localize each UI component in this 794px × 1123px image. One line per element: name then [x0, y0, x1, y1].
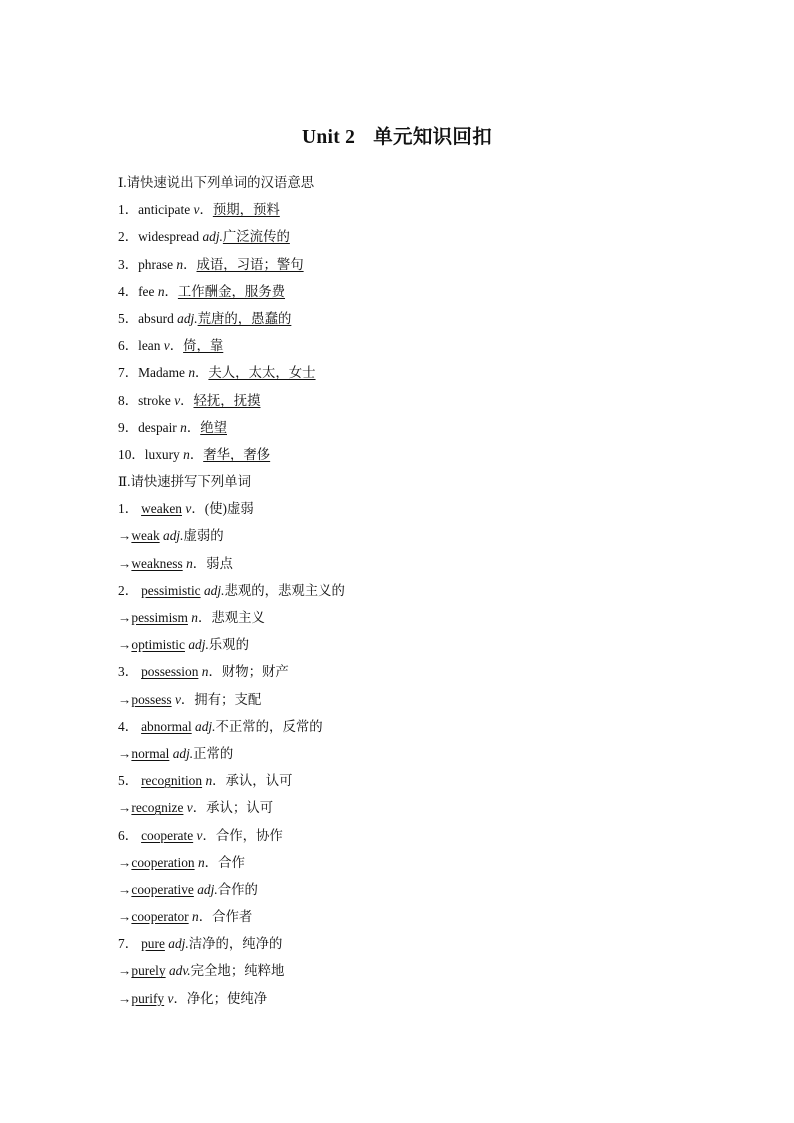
spelling-item: [118, 495, 718, 522]
spelling-item: [118, 658, 718, 685]
item-pos: n: [188, 365, 196, 381]
item-meaning: 弱点: [206, 555, 233, 571]
item-pos: v: [167, 990, 174, 1006]
item-meaning: 完全地；纯粹地: [190, 963, 285, 979]
item-meaning: 合作，协作: [215, 827, 283, 843]
item-pos: adj.: [168, 936, 189, 952]
item-number: 1．: [118, 501, 139, 517]
item-pos: adj.: [195, 718, 216, 734]
item-meaning: 洁净的，纯净的: [188, 936, 283, 952]
item-number: 8．: [118, 392, 139, 408]
item-meaning: 成语，习语；警句: [196, 256, 304, 272]
item-meaning: 悲观主义: [211, 610, 265, 625]
item-separator: ．: [212, 773, 226, 789]
item-word: pure: [141, 936, 165, 952]
item-pos: adj.: [177, 310, 198, 326]
title-unit: Unit 2: [301, 127, 356, 148]
item-separator: ．: [169, 338, 184, 354]
item-word: purify: [131, 990, 165, 1006]
item-separator: ．: [191, 501, 205, 517]
arrow-prefix: →: [118, 854, 132, 870]
item-word: stroke: [138, 392, 171, 408]
item-number: 6．: [118, 827, 139, 843]
derived-word-line: [118, 631, 718, 658]
item-number: 9．: [118, 419, 139, 435]
arrow-prefix: →: [118, 691, 132, 707]
item-pos: n: [180, 419, 187, 435]
item-meaning: 不正常的，反常的: [215, 718, 323, 734]
item-separator: ．: [189, 446, 204, 462]
item-pos: adj.: [163, 528, 184, 544]
item-number: 5．: [118, 310, 139, 326]
item-separator: ．: [202, 827, 216, 843]
item-word: normal: [131, 745, 170, 761]
page-title: [0, 121, 794, 149]
vocab-item: [118, 332, 718, 359]
item-meaning: 合作者: [212, 909, 253, 925]
item-separator: ．: [198, 909, 213, 925]
arrow-prefix: →: [118, 881, 132, 897]
item-word: weaken: [141, 501, 182, 517]
item-word: recognize: [131, 800, 184, 816]
item-meaning: 工作酬金，服务费: [177, 283, 286, 299]
item-meaning: 合作: [218, 854, 245, 870]
item-separator: ．: [180, 392, 194, 408]
vocab-item: [118, 387, 718, 414]
section-2-list: [118, 495, 718, 1012]
item-word: cooperation: [131, 854, 195, 870]
item-separator: ．: [198, 610, 212, 625]
item-pos: v: [174, 691, 181, 707]
item-meaning: 正常的: [193, 745, 234, 761]
arrow-prefix: →: [118, 555, 132, 571]
item-number: 7．: [118, 365, 139, 381]
item-meaning: 轻抚，抚摸: [193, 392, 261, 408]
spelling-item: [118, 713, 718, 740]
derived-word-line: [118, 686, 718, 713]
item-separator: ．: [173, 990, 187, 1006]
arrow-prefix: →: [118, 963, 132, 979]
item-pos: v: [174, 392, 181, 408]
item-word: widespread: [138, 229, 200, 245]
item-meaning: 夫人，太太，女士: [208, 365, 316, 381]
item-number: 10．: [118, 446, 145, 462]
item-pos: adv.: [168, 963, 191, 979]
derived-word-line: [118, 794, 718, 821]
item-word: purely: [131, 963, 166, 979]
item-pos: n: [192, 909, 199, 925]
item-number: 1．: [118, 202, 139, 218]
item-pos: n: [201, 664, 209, 680]
item-separator: ．: [186, 419, 201, 435]
item-word: weak: [131, 528, 160, 544]
vocab-item: [118, 278, 718, 305]
item-word: lean: [138, 338, 161, 354]
arrow-prefix: →: [118, 528, 132, 544]
item-number: 3．: [118, 256, 139, 272]
item-word: luxury: [144, 446, 180, 462]
derived-word-line: [118, 550, 718, 577]
item-number: 5．: [118, 773, 139, 789]
arrow-prefix: →: [118, 637, 132, 653]
item-pos: adj.: [202, 229, 223, 245]
item-number: 4．: [118, 718, 139, 734]
section-1-list: [118, 196, 718, 468]
item-word: fee: [138, 283, 155, 299]
spelling-item: [118, 767, 718, 794]
vocab-item: [118, 196, 718, 223]
item-word: possess: [131, 691, 172, 707]
item-number: 3．: [118, 664, 139, 680]
item-pos: adj.: [203, 582, 225, 598]
item-word: recognition: [141, 773, 203, 789]
item-separator: ．: [180, 691, 195, 707]
derived-word-line: [118, 740, 718, 767]
item-separator: ．: [204, 854, 219, 870]
item-number: 6．: [118, 338, 139, 354]
item-meaning: 绝望: [200, 419, 227, 435]
arrow-prefix: →: [118, 800, 132, 816]
item-word: anticipate: [138, 202, 191, 218]
item-word: weakness: [131, 555, 183, 571]
item-word: pessimistic: [141, 582, 201, 598]
vocab-item: [118, 223, 718, 250]
item-meaning: 拥有；支配: [194, 691, 262, 707]
vocab-item: [118, 414, 718, 441]
derived-word-line: [118, 604, 718, 631]
item-number: 7．: [118, 936, 139, 952]
item-meaning: 奢华，奢侈: [203, 446, 271, 462]
section-1-heading: Ⅰ.请快速说出下列单词的汉语意思: [118, 175, 315, 190]
item-meaning: 乐观的: [208, 637, 249, 653]
item-word: optimistic: [131, 637, 185, 653]
vocab-item: [118, 441, 718, 468]
item-pos: v: [193, 202, 200, 218]
item-pos: n: [197, 854, 205, 870]
item-meaning: 荒唐的，愚蠢的: [197, 310, 292, 326]
item-word: despair: [138, 419, 177, 435]
item-pos: adj.: [172, 745, 194, 761]
item-word: abnormal: [141, 718, 192, 734]
item-word: cooperate: [141, 827, 194, 843]
title-name: 单元知识回扣: [373, 127, 493, 148]
item-meaning: 虚弱的: [183, 528, 224, 544]
item-meaning: 广泛流传的: [222, 229, 290, 245]
exercise-body: [118, 169, 718, 1012]
item-meaning: 悲观的，悲观主义的: [224, 582, 345, 598]
item-separator: ．: [164, 283, 178, 299]
item-separator: ．: [208, 664, 222, 680]
item-meaning: 净化；使纯净: [186, 990, 268, 1006]
spelling-item: [118, 577, 718, 604]
item-separator: ．: [192, 555, 207, 571]
item-word: possession: [141, 664, 199, 680]
item-pos: n: [186, 555, 193, 571]
item-meaning: 承认；认可: [206, 800, 274, 816]
derived-word-line: [118, 522, 718, 549]
item-separator: ．: [199, 202, 213, 218]
item-meaning: 财物；财产: [221, 664, 289, 680]
item-word: cooperator: [131, 909, 189, 925]
item-pos: v: [163, 338, 170, 354]
item-pos: v: [186, 800, 193, 816]
item-meaning: 倚，靠: [183, 338, 224, 354]
item-word: Madame: [138, 365, 185, 381]
arrow-prefix: →: [118, 745, 132, 761]
item-pos: adj.: [188, 637, 209, 653]
item-pos: n: [205, 773, 213, 789]
item-pos: v: [196, 827, 203, 843]
spelling-item: [118, 822, 718, 849]
derived-word-line: [118, 876, 718, 903]
section-2-heading: Ⅱ.请快速拼写下列单词: [118, 474, 251, 490]
item-word: absurd: [138, 310, 174, 326]
item-separator: ．: [192, 800, 207, 816]
item-meaning: 承认，认可: [225, 773, 293, 789]
vocab-item: [118, 305, 718, 332]
item-word: cooperative: [131, 881, 194, 897]
derived-word-line: [118, 985, 718, 1012]
arrow-prefix: →: [118, 610, 132, 625]
item-pos: n: [183, 446, 190, 462]
item-separator: ．: [195, 365, 209, 381]
item-number: 2．: [118, 582, 139, 598]
derived-word-line: [118, 957, 718, 984]
item-word: pessimism: [131, 610, 188, 625]
item-pos: n: [191, 610, 198, 625]
vocab-item: [118, 359, 718, 386]
item-meaning: 合作的: [217, 881, 258, 897]
derived-word-line: [118, 903, 718, 930]
arrow-prefix: →: [118, 909, 132, 925]
item-number: 2．: [118, 229, 139, 245]
item-meaning: 预期，预料: [212, 202, 280, 218]
spelling-item: [118, 930, 718, 957]
item-pos: n: [157, 283, 165, 299]
item-pos: n: [176, 256, 184, 272]
vocab-item: [118, 251, 718, 278]
arrow-prefix: →: [118, 990, 132, 1006]
item-pos: v: [185, 501, 192, 517]
item-meaning: (使)虚弱: [204, 501, 254, 517]
item-pos: adj.: [197, 881, 218, 897]
derived-word-line: [118, 849, 718, 876]
item-separator: ．: [183, 256, 197, 272]
item-word: phrase: [138, 256, 174, 272]
item-number: 4．: [118, 283, 139, 299]
